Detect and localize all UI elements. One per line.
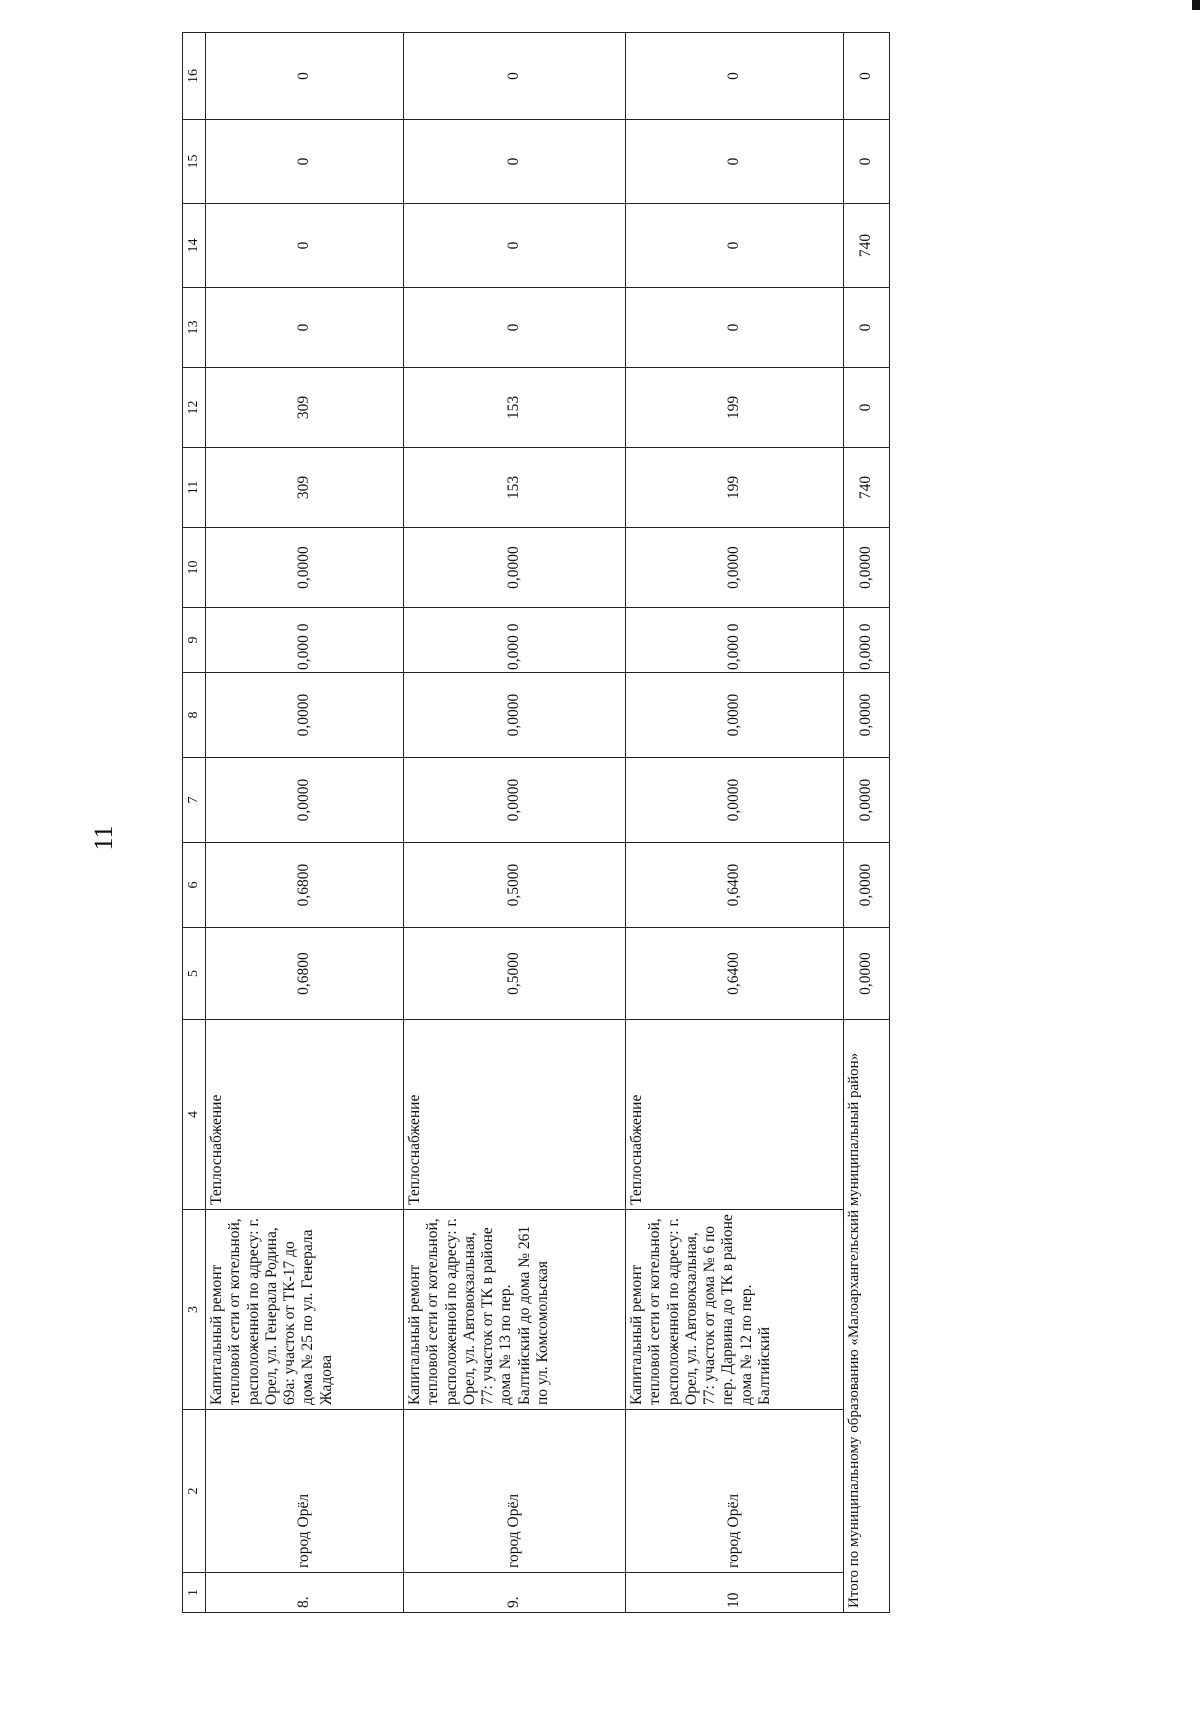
cell-15: 0 (206, 120, 404, 204)
row-number: 9. (404, 1573, 626, 1613)
cell-9: 0,000 0 (206, 608, 404, 673)
table-row (404, 33, 626, 1613)
rotated-table-container (182, 53, 890, 1613)
cell-9: 0,000 0 (404, 608, 626, 673)
total-cell-13: 0 (844, 288, 890, 368)
col-header-5: 5 (183, 928, 206, 1020)
cell-14: 0 (404, 204, 626, 288)
cell-7: 0,0000 (206, 758, 404, 843)
cell-5: 0,6400 (626, 928, 844, 1020)
col-header-2: 2 (183, 1410, 206, 1573)
row-type: Теплоснабжение (626, 1020, 844, 1210)
col-header-15: 15 (183, 120, 206, 204)
total-cell-14: 740 (844, 204, 890, 288)
total-cell-5: 0,0000 (844, 928, 890, 1020)
row-type: Теплоснабжение (404, 1020, 626, 1210)
cell-14: 0 (626, 204, 844, 288)
row-description: Капитальный ремонт тепловой сети от котельной, расположенной по адресу: г. Орел, ул. Автовокзальная, 77: участок от дома № 6 по пер. Дарвина до ТК в районе дома № 12 по пер. Балтийский (626, 1210, 844, 1410)
total-cell-15: 0 (844, 120, 890, 204)
row-description: Капитальный ремонт тепловой сети от котельной, расположенной по адресу: г. Орел, ул. Генерала Родина, 69а: участок от ТК-17 до дома № 25 по ул. Генерала Жадова (206, 1210, 404, 1410)
cell-9: 0,000 0 (626, 608, 844, 673)
col-header-8: 8 (183, 673, 206, 758)
cell-12: 199 (626, 368, 844, 448)
total-cell-9: 0,000 0 (844, 608, 890, 673)
total-cell-16: 0 (844, 33, 890, 120)
cell-7: 0,0000 (404, 758, 626, 843)
cell-12: 309 (206, 368, 404, 448)
total-label: Итого по муниципальному образованию «Малоархангельский муниципальный район» (844, 1020, 890, 1613)
page-number: 11 (89, 825, 118, 851)
cell-13: 0 (626, 288, 844, 368)
works-table (182, 32, 890, 1613)
col-header-6: 6 (183, 843, 206, 928)
column-number-row (183, 33, 206, 1613)
row-number: 8. (206, 1573, 404, 1613)
cell-6: 0,6400 (626, 843, 844, 928)
col-header-12: 12 (183, 368, 206, 448)
col-header-13: 13 (183, 288, 206, 368)
row-description: Капитальный ремонт тепловой сети от котельной, расположенной по адресу: г. Орел, ул. Автовокзальная, 77: участок от ТК в районе дома № 13 по пер. Балтийский до дома № 261 по ул. Комсомольская (404, 1210, 626, 1410)
cell-10: 0,0000 (404, 528, 626, 608)
total-cell-10: 0,0000 (844, 528, 890, 608)
col-header-3: 3 (183, 1210, 206, 1410)
table-row (206, 33, 404, 1613)
row-city: город Орёл (404, 1410, 626, 1573)
cell-5: 0,6800 (206, 928, 404, 1020)
row-number: 10 (626, 1573, 844, 1613)
total-cell-11: 740 (844, 448, 890, 528)
cell-8: 0,0000 (206, 673, 404, 758)
cell-8: 0,0000 (404, 673, 626, 758)
cell-13: 0 (206, 288, 404, 368)
row-city: город Орёл (206, 1410, 404, 1573)
col-header-11: 11 (183, 448, 206, 528)
cell-11: 153 (404, 448, 626, 528)
total-row (844, 33, 890, 1613)
row-type: Теплоснабжение (206, 1020, 404, 1210)
cell-6: 0,5000 (404, 843, 626, 928)
col-header-14: 14 (183, 204, 206, 288)
col-header-9: 9 (183, 608, 206, 673)
col-header-1: 1 (183, 1573, 206, 1613)
col-header-16: 16 (183, 33, 206, 120)
cell-15: 0 (626, 120, 844, 204)
total-cell-6: 0,0000 (844, 843, 890, 928)
cell-6: 0,6800 (206, 843, 404, 928)
table-row (626, 33, 844, 1613)
cell-16: 0 (206, 33, 404, 120)
row-city: город Орёл (626, 1410, 844, 1573)
col-header-7: 7 (183, 758, 206, 843)
col-header-4: 4 (183, 1020, 206, 1210)
col-header-10: 10 (183, 528, 206, 608)
total-cell-8: 0,0000 (844, 673, 890, 758)
cell-15: 0 (404, 120, 626, 204)
cell-7: 0,0000 (626, 758, 844, 843)
scan-corner-mark (1192, 0, 1200, 10)
cell-11: 199 (626, 448, 844, 528)
cell-11: 309 (206, 448, 404, 528)
cell-12: 153 (404, 368, 626, 448)
cell-8: 0,0000 (626, 673, 844, 758)
cell-5: 0,5000 (404, 928, 626, 1020)
total-cell-12: 0 (844, 368, 890, 448)
cell-16: 0 (626, 33, 844, 120)
cell-10: 0,0000 (206, 528, 404, 608)
cell-14: 0 (206, 204, 404, 288)
total-cell-7: 0,0000 (844, 758, 890, 843)
cell-16: 0 (404, 33, 626, 120)
cell-10: 0,0000 (626, 528, 844, 608)
cell-13: 0 (404, 288, 626, 368)
